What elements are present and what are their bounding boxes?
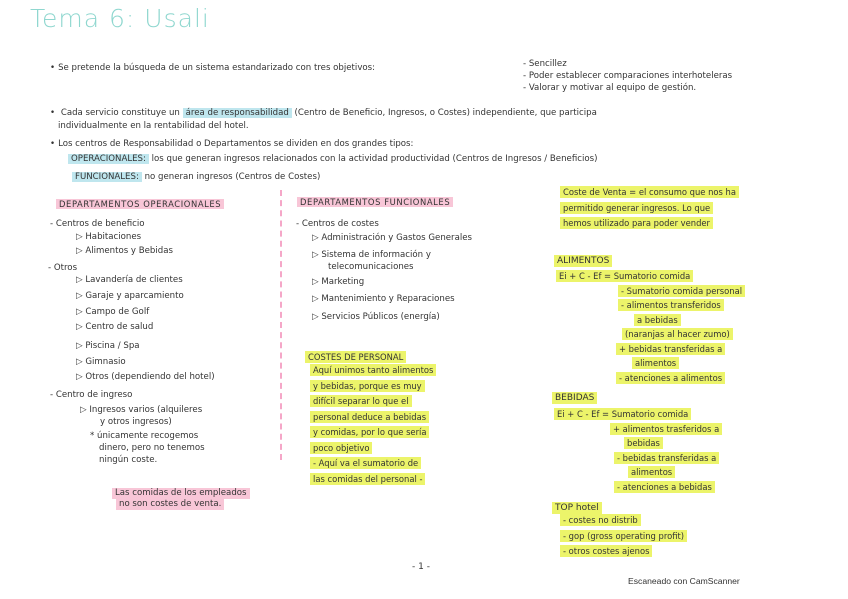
alimentos-line: alimentos bbox=[632, 357, 679, 369]
col1-line: ▷ Alimentos y Bebidas bbox=[76, 246, 173, 256]
bebidas-line: + alimentos trasferidos a bbox=[610, 423, 722, 435]
employee-note bbox=[112, 488, 250, 510]
top-hotel-header-text: TOP hotel bbox=[552, 502, 602, 514]
alimentos-header bbox=[554, 248, 612, 268]
col1-line: * únicamente recogemos bbox=[90, 431, 199, 441]
cost-line: Coste de Venta = el consumo que nos ha bbox=[560, 186, 739, 198]
col1-line: - Otros bbox=[48, 263, 78, 273]
col1-line: ▷ Ingresos varios (alquileres bbox=[80, 405, 203, 415]
objective-1: - Sencillez bbox=[523, 59, 567, 69]
top-hotel-line: - gop (gross operating profit) bbox=[560, 530, 687, 542]
alimentos-line: + bebidas transferidas a bbox=[616, 343, 725, 355]
operational-label: OPERACIONALES: bbox=[68, 154, 149, 164]
employee-note-line: no son costes de venta. bbox=[116, 499, 224, 510]
alimentos-header-text: ALIMENTOS bbox=[554, 255, 612, 267]
alimentos-line: - alimentos transferidos bbox=[618, 299, 724, 311]
employee-note-line: Las comidas de los empleados bbox=[112, 488, 250, 499]
personal-costs-block bbox=[310, 361, 436, 485]
objective-3: - Valorar y motivar al equipo de gestión. bbox=[523, 83, 697, 93]
intro-text: • Se pretende la búsqueda de un sistema estandarizado con tres objetivos: bbox=[50, 63, 375, 74]
top-hotel-block bbox=[560, 511, 687, 558]
responsibility-text-b: (Centro de Beneficio, Ingresos, o Costes) independiente, que participa bbox=[294, 108, 597, 118]
functional-line bbox=[72, 172, 320, 183]
personal-line: difícil separar lo que el bbox=[310, 395, 412, 407]
bebidas-line: - bebidas transferidas a bbox=[614, 452, 719, 464]
responsibility-highlight: área de responsabilidad bbox=[183, 108, 292, 118]
functional-header-text: DEPARTAMENTOS FUNCIONALES bbox=[297, 197, 453, 207]
col1-line: ▷ Garaje y aparcamiento bbox=[76, 291, 184, 301]
functional-label: FUNCIONALES: bbox=[72, 172, 142, 182]
alimentos-block bbox=[556, 268, 745, 384]
col1-line: ▷ Habitaciones bbox=[76, 232, 142, 242]
personal-line: - Aquí va el sumatorio de bbox=[310, 457, 421, 469]
col1-line: ▷ Gimnasio bbox=[76, 357, 126, 367]
col1-line: ningún coste. bbox=[99, 455, 158, 465]
responsibility-text bbox=[50, 108, 597, 119]
operational-text: los que generan ingresos relacionados con la actividad productividad (Centros de Ingresos / Beneficios) bbox=[151, 154, 598, 164]
bebidas-line: - atenciones a bebidas bbox=[614, 481, 715, 493]
col2-line: ▷ Sistema de información y bbox=[312, 250, 431, 260]
alimentos-line: - Sumatorio comida personal bbox=[618, 285, 745, 297]
bebidas-block bbox=[554, 406, 722, 493]
col1-line: dinero, pero no tenemos bbox=[99, 443, 205, 453]
bebidas-line: Ei + C - Ef = Sumatorio comida bbox=[554, 408, 691, 420]
cost-line: permitido generar ingresos. Lo que bbox=[560, 202, 713, 214]
col1-line: y otros ingresos) bbox=[100, 417, 172, 427]
alimentos-line: Ei + C - Ef = Sumatorio comida bbox=[556, 270, 693, 282]
bebidas-line: alimentos bbox=[628, 466, 675, 478]
objective-2: - Poder establecer comparaciones interhoteleras bbox=[523, 71, 733, 81]
col1-line: ▷ Piscina / Spa bbox=[76, 341, 140, 351]
personal-line: poco objetivo bbox=[310, 442, 372, 454]
operational-header-text: DEPARTAMENTOS OPERACIONALES bbox=[56, 199, 224, 209]
alimentos-line: (naranjas al hacer zumo) bbox=[622, 328, 733, 340]
functional-header bbox=[297, 197, 453, 208]
col1-line: - Centro de ingreso bbox=[50, 390, 133, 400]
personal-line: y comidas, por lo que sería bbox=[310, 426, 429, 438]
col1-line: ▷ Campo de Golf bbox=[76, 307, 150, 317]
personal-line: personal deduce a bebidas bbox=[310, 411, 429, 423]
page-title: Tema 6: Usali bbox=[30, 4, 210, 33]
responsibility-text-2: individualmente en la rentabilidad del hotel. bbox=[58, 121, 249, 131]
col1-line: ▷ Lavandería de clientes bbox=[76, 275, 183, 285]
alimentos-line: a bebidas bbox=[634, 314, 681, 326]
personal-line: y bebidas, porque es muy bbox=[310, 380, 425, 392]
col1-line: ▷ Otros (dependiendo del hotel) bbox=[76, 372, 215, 382]
col2-line: telecomunicaciones bbox=[328, 262, 414, 272]
scanner-watermark: Escaneado con CamScanner bbox=[628, 576, 740, 586]
top-hotel-line: - otros costes ajenos bbox=[560, 545, 652, 557]
personal-line: Aquí unimos tanto alimentos bbox=[310, 364, 436, 376]
responsibility-text-a: Cada servicio constituye un bbox=[60, 108, 180, 118]
operational-line bbox=[68, 154, 597, 165]
col1-line: ▷ Centro de salud bbox=[76, 322, 154, 332]
functional-text: no generan ingresos (Centros de Costes) bbox=[144, 172, 321, 182]
col2-line: ▷ Administración y Gastos Generales bbox=[312, 233, 472, 243]
col2-line: - Centros de costes bbox=[296, 219, 379, 229]
page-number: - 1 - bbox=[412, 562, 430, 572]
operational-header bbox=[56, 199, 224, 210]
top-hotel-line: - costes no distrib bbox=[560, 514, 641, 526]
bebidas-header-text: BEBIDAS bbox=[552, 392, 597, 404]
cost-of-sales-block bbox=[560, 183, 739, 230]
col2-line: ▷ Servicios Públicos (energía) bbox=[312, 312, 440, 322]
bebidas-header bbox=[552, 385, 597, 405]
col2-line: ▷ Mantenimiento y Reparaciones bbox=[312, 294, 455, 304]
column-divider bbox=[280, 190, 282, 460]
personal-line: las comidas del personal - bbox=[310, 473, 425, 485]
centers-text: • Los centros de Responsabilidad o Departamentos se dividen en dos grandes tipos: bbox=[50, 139, 413, 150]
col1-line: - Centros de beneficio bbox=[50, 219, 145, 229]
col2-line: ▷ Marketing bbox=[312, 277, 365, 287]
cost-line: hemos utilizado para poder vender bbox=[560, 217, 713, 229]
bebidas-line: bebidas bbox=[624, 437, 663, 449]
alimentos-line: - atenciones a alimentos bbox=[616, 372, 725, 384]
personal-costs-header-text: COSTES DE PERSONAL bbox=[305, 351, 406, 363]
